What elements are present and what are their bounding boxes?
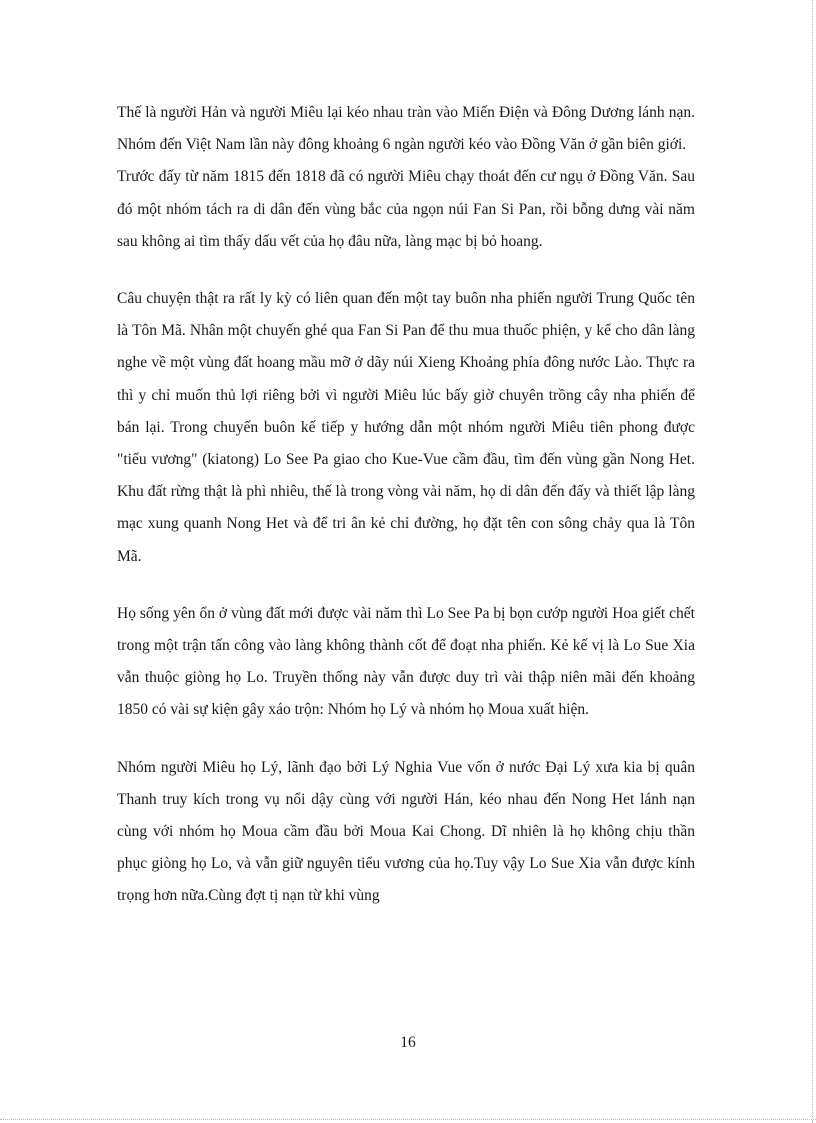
page-right-border <box>812 0 813 1123</box>
paragraph-3: Câu chuyện thật ra rất ly kỳ có liên quan đến một tay buôn nha phiến người Trung Quốc tên là Tôn Mã. Nhân một chuyến ghé qua Fan Si Pan để thu mua thuốc phiện, y kể cho dân làng nghe về một vùng đất hoang mầu mỡ ở dãy núi Xieng Khoảng phía đông nước Lào. Thực ra thì y chỉ muốn thủ lợi riêng bởi vì người Miêu lúc bấy giờ chuyên trồng cây nha phiến để bán lại. Trong chuyến buôn kế tiếp y hướng dẫn một nhóm người Miêu tiên phong được "tiểu vương" (kiatong) Lo See Pa giao cho Kue-Vue cầm đầu, tìm đến vùng gần Nong Het. Khu đất rừng thật là phì nhiêu, thế là trong vòng vài năm, họ di dân đến đấy và thiết lập làng mạc xung quanh Nong Het và để tri ân kẻ chỉ đường, họ đặt tên con sông chảy qua là Tôn Mã. <box>117 290 695 565</box>
page-number: 16 <box>400 1034 416 1051</box>
page-bottom-border <box>0 1119 816 1120</box>
paragraph-4: Họ sống yên ổn ở vùng đất mới được vài năm thì Lo See Pa bị bọn cướp người Hoa giết chết trong một trận tấn công vào làng không thành cốt để đoạt nha phiến. Kẻ kế vị là Lo Sue Xia vẫn thuộc giòng họ Lo. Truyền thống này vẫn được duy trì vài thập niên mãi đến khoảng 1850 có vài sự kiện gây xáo trộn: Nhóm họ Lý và nhóm họ Moua xuất hiện. <box>117 604 695 719</box>
page-body <box>117 97 695 913</box>
paragraph-1: Thế là người Hản và người Miêu lại kéo nhau tràn vào Miến Điện và Đông Dương lánh nạn. Nhóm đến Việt Nam lần này đông khoảng 6 ngàn người kéo vào Đồng Văn ở gần biên giới. <box>117 104 695 154</box>
paragraph-5: Nhóm người Miêu họ Lý, lãnh đạo bởi Lý Nghia Vue vốn ở nước Đại Lý xưa kia bị quân Thanh truy kích trong vụ nổi dậy cùng với người Hán, kéo nhau đến Nong Het lánh nạn cùng với nhóm họ Moua cầm đầu bởi Moua Kai Chong. Dĩ nhiên là họ không chịu thần phục giòng họ Lo, và vẫn giữ nguyên tiểu vương của họ.Tuy vậy Lo Sue Xia vẫn được kính trọng hơn nữa.Cùng đợt tị nạn từ khi vùng <box>117 758 695 905</box>
paragraph-2: Trước đấy từ năm 1815 đến 1818 đã có người Miêu chạy thoát đến cư ngụ ở Đồng Văn. Sau đó một nhóm tách ra di dân đến vùng bắc của ngọn núi Fan Si Pan, rồi bỗng dưng vài năm sau không ai tìm thấy dấu vết của họ đâu nữa, làng mạc bị bỏ hoang. <box>117 168 695 250</box>
